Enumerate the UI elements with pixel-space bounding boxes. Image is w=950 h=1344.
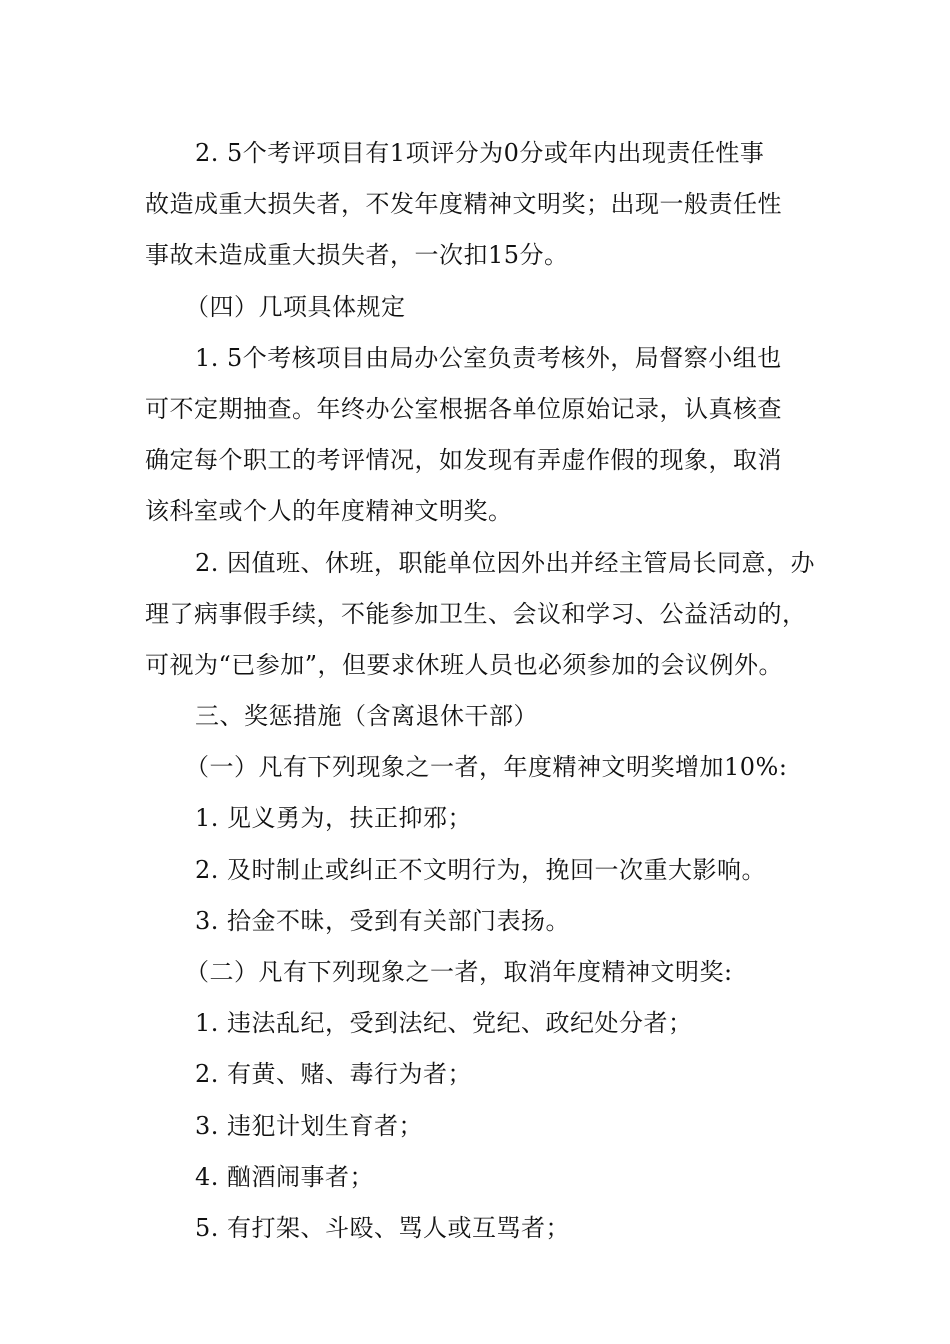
text-line: 确定每个职工的考评情况，如发现有弄虚作假的现象，取消 xyxy=(145,446,782,475)
list-item: 4. 酗酒闹事者； xyxy=(195,1162,375,1191)
text-line: 2. 因值班、休班，职能单位因外出并经主管局长同意，办 xyxy=(195,548,816,577)
text-line: 1. 5个考核项目由局办公室负责考核外，局督察小组也 xyxy=(195,343,782,372)
section-heading: （四）几项具体规定 xyxy=(185,292,406,321)
list-item: 2. 及时制止或纠正不文明行为，挽回一次重大影响。 xyxy=(195,855,767,884)
document-body xyxy=(145,128,816,1254)
text-line: 可视为“已参加”，但要求休班人员也必须参加的会议例外。 xyxy=(145,650,784,679)
list-item: 5. 有打架、斗殴、骂人或互骂者； xyxy=(195,1213,571,1242)
subsection-heading: （二）凡有下列现象之一者，取消年度精神文明奖: xyxy=(185,958,733,986)
list-item: 3. 拾金不昧，受到有关部门表扬。 xyxy=(195,906,571,935)
list-item: 1. 违法乱纪，受到法纪、党纪、政纪处分者； xyxy=(195,1009,693,1038)
subsection-heading: （一）凡有下列现象之一者，年度精神文明奖增加10%: xyxy=(185,753,788,782)
text-line: 事故未造成重大损失者，一次扣15分。 xyxy=(145,241,569,270)
list-item: 1. 见义勇为，扶正抑邪； xyxy=(195,804,473,833)
text-line: 故造成重大损失者，不发年度精神文明奖；出现一般责任性 xyxy=(145,190,782,219)
list-item: 3. 违犯计划生育者； xyxy=(195,1111,424,1140)
text-line: 2. 5个考评项目有1项评分为0分或年内出现责任性事 xyxy=(195,139,765,167)
text-line: 该科室或个人的年度精神文明奖。 xyxy=(145,497,513,526)
section-heading: 三、奖惩措施（含离退休干部） xyxy=(195,702,538,731)
text-line: 可不定期抽查。年终办公室根据各单位原始记录，认真核查 xyxy=(145,394,782,423)
text-line: 理了病事假手续，不能参加卫生、会议和学习、公益活动的， xyxy=(145,599,807,628)
list-item: 2. 有黄、赌、毒行为者； xyxy=(195,1060,473,1089)
